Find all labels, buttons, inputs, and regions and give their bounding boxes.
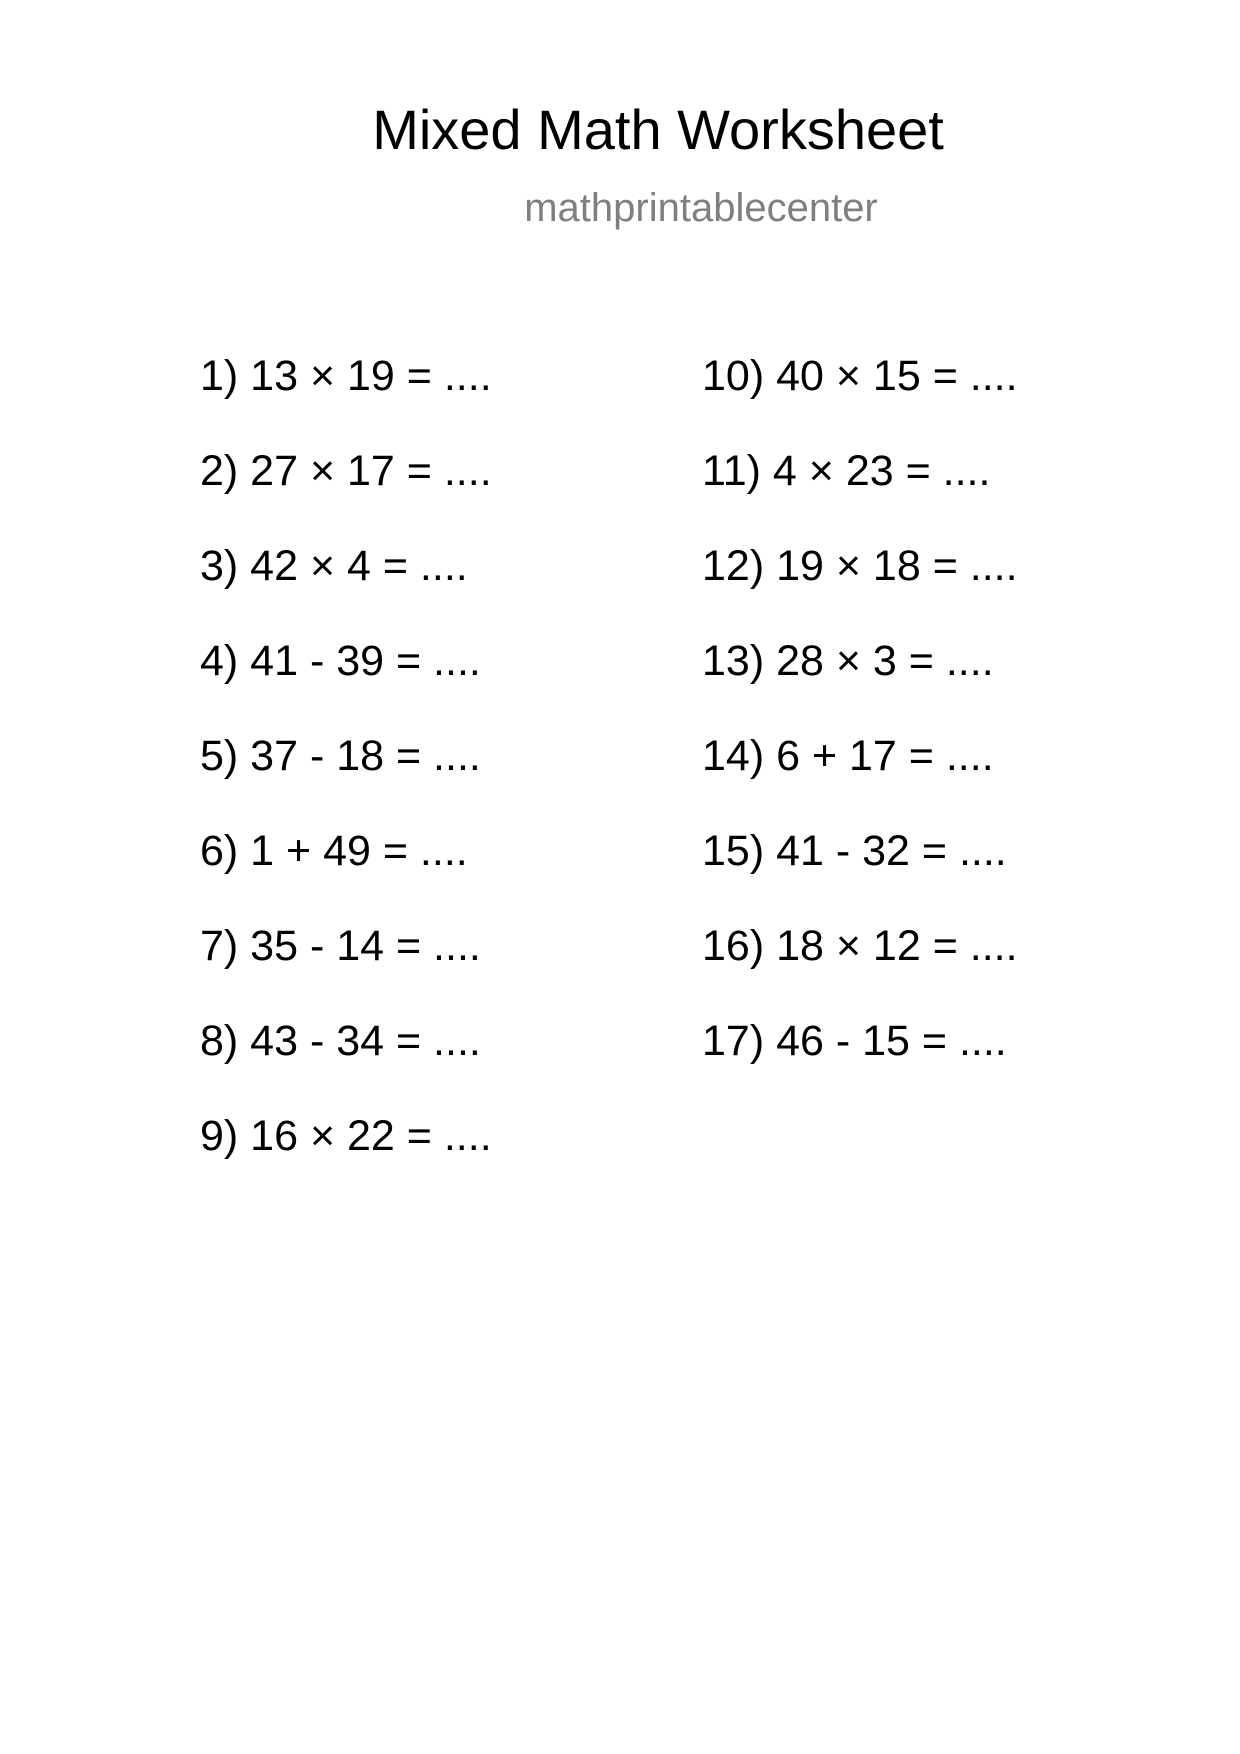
problem-10: 10) 40 × 15 = .... [702, 352, 1018, 400]
problem-5: 5) 37 - 18 = .... [200, 732, 481, 780]
problem-7: 7) 35 - 14 = .... [200, 922, 481, 970]
problem-8: 8) 43 - 34 = .... [200, 1017, 481, 1065]
page-subtitle: mathprintablecenter [524, 186, 878, 230]
problem-12: 12) 19 × 18 = .... [702, 542, 1018, 590]
problem-11: 11) 4 × 23 = .... [702, 447, 991, 495]
problem-1: 1) 13 × 19 = .... [200, 352, 492, 400]
problem-3: 3) 42 × 4 = .... [200, 542, 468, 590]
problem-15: 15) 41 - 32 = .... [702, 827, 1007, 875]
problem-2: 2) 27 × 17 = .... [200, 447, 492, 495]
problem-9: 9) 16 × 22 = .... [200, 1112, 492, 1160]
problem-6: 6) 1 + 49 = .... [200, 827, 468, 875]
problem-column-right [702, 351, 1018, 1111]
problem-column-left [200, 351, 492, 1206]
problem-17: 17) 46 - 15 = .... [702, 1017, 1007, 1065]
problem-14: 14) 6 + 17 = .... [702, 732, 994, 780]
problem-16: 16) 18 × 12 = .... [702, 922, 1018, 970]
problem-13: 13) 28 × 3 = .... [702, 637, 994, 685]
problem-4: 4) 41 - 39 = .... [200, 637, 481, 685]
page-title: Mixed Math Worksheet [372, 98, 944, 161]
